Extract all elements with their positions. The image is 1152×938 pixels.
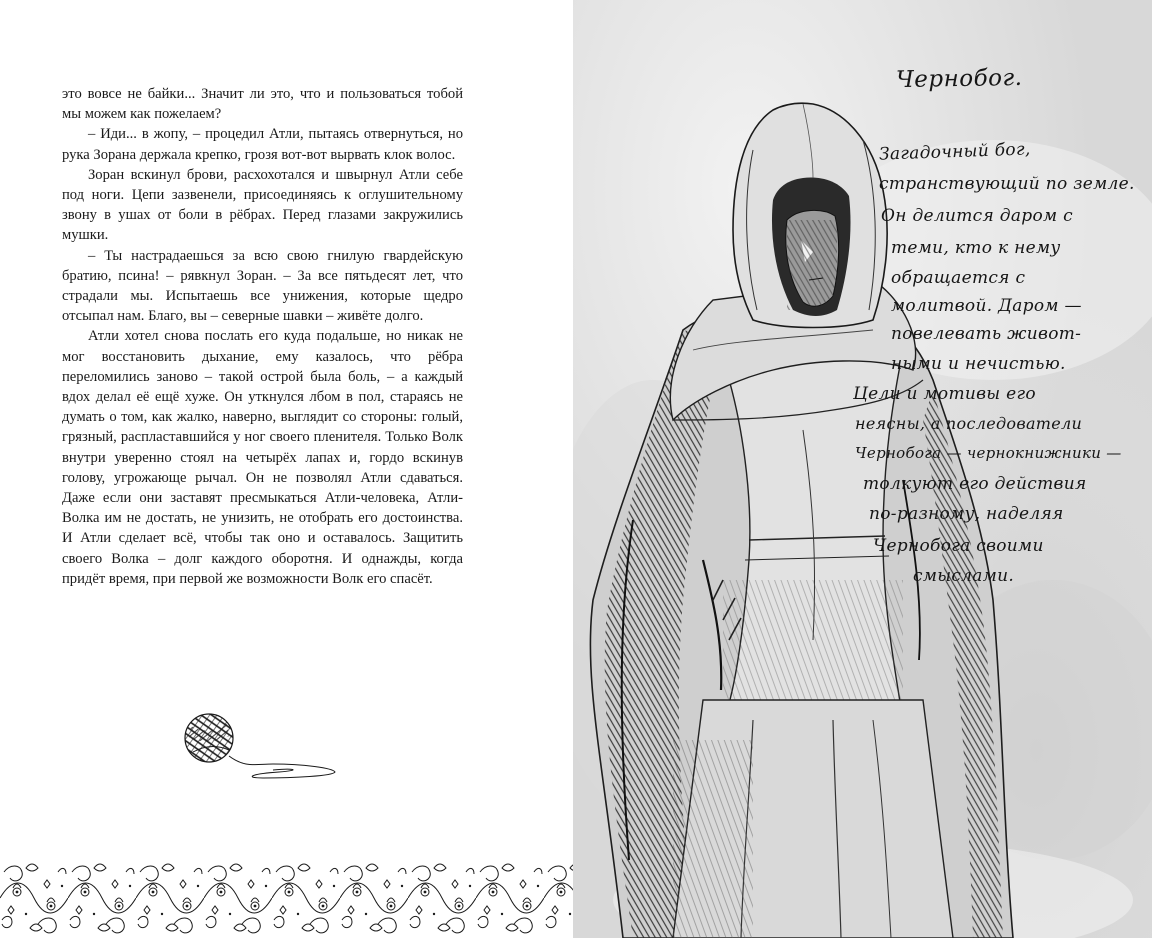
paragraph-2: – Иди... в жопу, – процедил Атли, пытаясь отвернуться, но рука Зорана держала крепко, грозя вот-вот вырвать клок волос. — [62, 126, 463, 163]
note-line-7: повелевать живот- — [891, 324, 1082, 344]
floral-border-ornament — [0, 858, 573, 938]
right-page-illustration — [573, 0, 1152, 938]
note-line-13: по-разному, наделяя — [869, 504, 1064, 524]
note-line-5: обращается с — [891, 268, 1026, 288]
note-line-10: неясны, а последователи — [855, 414, 1083, 433]
paragraph-1: это вовсе не байки... Значит ли это, что и пользоваться тобой мы можем как пожелаем? — [62, 86, 463, 123]
note-line-15: смыслами. — [913, 566, 1015, 586]
hooded-figure-sketch — [573, 0, 1152, 938]
paragraph-4: – Ты настрадаешься за всю свою гнилую гвардейскую братию, псина! – рявкнул Зоран. – За все пятьдесят лет, что страдали мы. Испытаешь все унижения, которые щедро отсыпал нам. Благо, вы – северные шавки – живёте долго. — [62, 247, 463, 325]
note-line-4: теми, кто к нему — [891, 238, 1061, 258]
note-line-12: толкуют его действия — [863, 474, 1087, 494]
paragraph-3: Зоран вскинул брови, расхохотался и швырнул Атли себе под ноги. Цепи зазвенели, присоединяясь к оглушительному звону в ушах от боли в рёбрах. Перед глазами закружились мушки. — [62, 166, 463, 244]
note-line-2: странствующий по земле. — [879, 174, 1135, 194]
note-line-9: Цели и мотивы его — [853, 384, 1036, 404]
note-line-14: Чернобога своими — [873, 536, 1044, 556]
note-line-1: Загадочный бог, — [878, 139, 1031, 165]
paragraph-5: Атли хотел снова послать его куда подальше, но никак не мог восстановить дыхание, ему казалось, что рёбра переломились заново – такой острой была боль, – а каждый вдох делал её ещё хуже. Он уткнулся лбом в пол, стараясь не думать о том, как жалко, наверно, выглядит со стороны: голый, грязный, распластавшийся у ног своего пленителя. Только Волк внутри уверенно стоял на четырёх лапах и, гордо вскинув голову, угрожающе рычал. Он не позволял Атли сдаваться. Даже если они заставят пресмыкаться Атли-человека, Атли-Волка им не достать, не унизить, не отобрать его достоинства. И Атли сделает всё, чтобы так оно и оставалось. Защитить своего Волка – долг каждого оборотня. И однажды, когда придёт время, при первой же возможности Волк его спасёт. — [62, 328, 463, 587]
left-page — [0, 0, 573, 938]
note-line-11: Чернобога — чернокнижники — — [855, 444, 1122, 462]
body-text — [62, 84, 463, 589]
note-title: Чернобог. — [895, 64, 1023, 94]
note-line-3: Он делится даром с — [881, 206, 1073, 226]
note-line-6: молитвой. Даром — — [891, 296, 1082, 316]
note-line-8: ными и нечистью. — [891, 354, 1066, 374]
yarn-ball-ornament-icon — [183, 706, 343, 786]
